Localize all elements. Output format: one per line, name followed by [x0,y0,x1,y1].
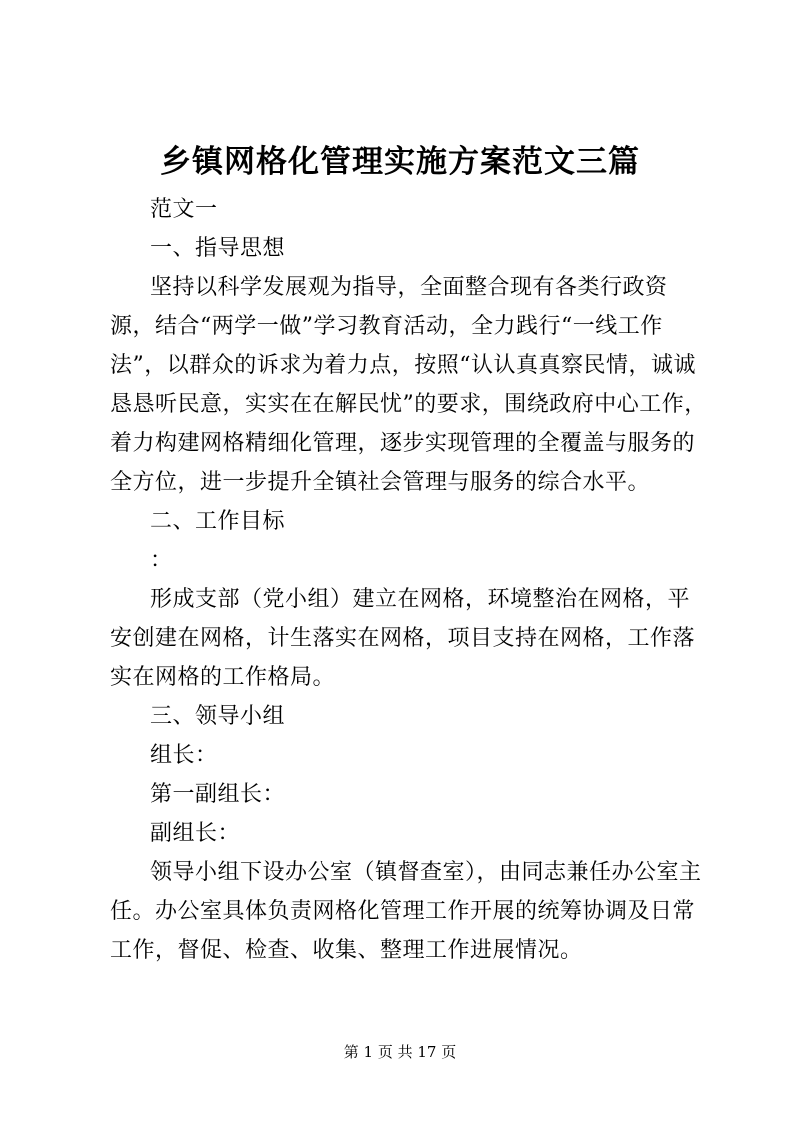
document-title: 乡镇网格化管理实施方案范文三篇 [160,144,640,180]
paragraph-section-2-heading: 二、工作目标 [150,509,286,534]
paragraph-first-deputy-leader: 第一副组长： [150,782,286,807]
paragraph-section-3-heading: 三、领导小组 [150,704,286,729]
paragraph-work-goals: 形成支部（党小组）建立在网格，环境整治在网格，平安创建在网格，计生落实在网格，项目支持在网格，工作落实在网格的工作格局。 [110,587,696,690]
document-body [110,190,710,970]
page-footer: 第 1 页 共 17 页 [343,1043,457,1061]
paragraph-office-duties: 领导小组下设办公室（镇督查室），由同志兼任办公室主任。办公室具体负责网格化管理工作开展的统筹协调及日常工作，督促、检查、收集、整理工作进展情况。 [110,860,702,963]
paragraph-section-1-heading: 一、指导思想 [150,236,286,261]
paragraph-group-leader: 组长： [150,743,218,768]
paragraph-colon: ： [150,548,173,573]
paragraph-deputy-leader: 副组长： [150,821,241,846]
paragraph-sample-heading: 范文一 [150,197,218,222]
paragraph-guiding-ideology: 坚持以科学发展观为指导，全面整合现有各类行政资源，结合“两学一做”学习教育活动，全力践行“一线工作法”，以群众的诉求为着力点，按照“认认真真察民情，诚诚恳恳听民意，实实在在解民忧”的要求，围绕政府中心工作，着力构建网格精细化管理，逐步实现管理的全覆盖与服务的全方位，进一步提升全镇社会管理与服务的综合水平。 [110,275,707,495]
